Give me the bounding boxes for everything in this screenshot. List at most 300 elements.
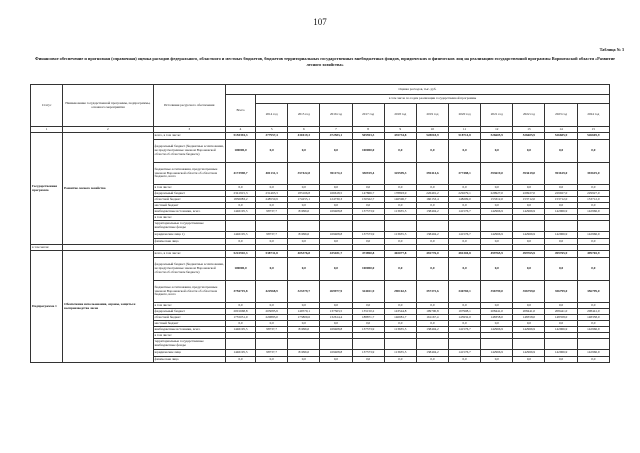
value-cell: 148358,0 (513, 315, 545, 321)
value-cell: 0,0 (449, 258, 481, 281)
value-cell: 377488,1 (449, 163, 481, 185)
value-cell: 153712,0 (545, 197, 577, 203)
value-cell: 0,0 (256, 203, 288, 209)
column-number: 4 (225, 127, 255, 133)
value-cell: 481304,8 (449, 251, 481, 258)
value-cell: 145932,0 (449, 315, 481, 321)
value-cell: 0,0 (513, 239, 545, 245)
value-cell (352, 221, 384, 232)
header-year: 2020 год (449, 104, 481, 127)
value-cell: 161167,4 (416, 315, 448, 321)
value-cell (384, 221, 416, 232)
value-cell: 0,0 (320, 303, 352, 309)
value-cell: 0,0 (288, 321, 320, 327)
value-cell: 197908,1 (449, 309, 481, 315)
value-cell (256, 339, 288, 350)
value-cell (288, 339, 320, 350)
value-cell: 208441,0 (577, 309, 609, 315)
value-cell: 393619,0 (513, 163, 545, 185)
source-label: в том числе: (153, 215, 225, 221)
value-cell (577, 221, 609, 232)
value-cell: 0,0 (449, 140, 481, 163)
in-that-number-label: в том числе: (31, 245, 63, 251)
value-cell: 142966,9 (545, 232, 577, 239)
value-cell: 149570,1 (288, 309, 320, 315)
source-label: в том числе: (153, 333, 225, 339)
column-number: 10 (416, 127, 448, 133)
value-cell: 98737,7 (256, 209, 288, 215)
value-cell: 499765,9 (513, 251, 545, 258)
header-year: 2021 год (481, 104, 513, 127)
value-cell: 0,0 (384, 258, 416, 281)
table-row (31, 251, 610, 258)
source-label: физические лица (153, 239, 225, 245)
value-cell: 0,0 (225, 303, 255, 309)
value-cell: 226491,2 (416, 191, 448, 197)
value-cell: 138404,2 (416, 232, 448, 239)
value-cell: 5222910,3 (225, 251, 255, 258)
value-cell: 98737,7 (256, 327, 288, 333)
value-cell: 208441,0 (513, 309, 545, 315)
value-cell: 422968,9 (256, 281, 288, 303)
value-cell: 0,0 (513, 185, 545, 191)
value-cell: 113635,5 (384, 232, 416, 239)
value-cell: 0,0 (545, 140, 577, 163)
value-cell: 0,0 (577, 239, 609, 245)
value-cell (256, 221, 288, 232)
value-cell: 0,0 (320, 239, 352, 245)
value-cell: 100000,0 (352, 258, 384, 281)
column-number: 9 (384, 127, 416, 133)
value-cell: 178893,9 (384, 191, 416, 197)
value-cell: 0,0 (416, 321, 448, 327)
header-year: 2015 год (288, 104, 320, 127)
value-cell: 0,0 (288, 239, 320, 245)
value-cell: 135150,2 (352, 309, 384, 315)
value-cell (416, 221, 448, 232)
value-cell: 346769,1 (449, 281, 481, 303)
value-cell (545, 339, 577, 350)
value-cell: 0,0 (481, 239, 513, 245)
value-cell: 0,0 (384, 357, 416, 363)
value-cell: 142966,9 (545, 209, 577, 215)
value-cell: 526605,9 (577, 133, 609, 140)
value-cell: 0,0 (384, 303, 416, 309)
value-cell: 0,0 (449, 185, 481, 191)
source-label: территориальные государственные внебюджетные фонды (153, 339, 225, 350)
header-row (31, 85, 610, 95)
value-cell: 357372,6 (416, 281, 448, 303)
source-label: внебюджетные источники, всего (153, 327, 225, 333)
value-cell: 0,0 (545, 303, 577, 309)
value-cell: 0,0 (256, 303, 288, 309)
value-cell: 0,0 (513, 321, 545, 327)
value-cell: 391174,3 (320, 163, 352, 185)
value-cell: 0,0 (288, 203, 320, 209)
value-cell: 137363,5 (320, 309, 352, 315)
finance-table (30, 84, 610, 363)
value-cell: 435181,7 (320, 251, 352, 258)
value-cell: 505593,3 (352, 133, 384, 140)
header-year: 2019 год (416, 104, 448, 127)
header-year: 2018 год (384, 104, 416, 127)
value-cell: 81996,0 (288, 209, 320, 215)
program-status: Государственная программа (31, 133, 63, 245)
value-cell: 0,0 (352, 321, 384, 327)
value-cell: 0,0 (481, 140, 513, 163)
header-year: 2024 год (577, 104, 609, 127)
value-cell: 0,0 (320, 185, 352, 191)
value-cell: 153312,0 (481, 197, 513, 203)
value-cell: 402077,8 (384, 251, 416, 258)
value-cell (481, 339, 513, 350)
value-cell: 393619,0 (577, 163, 609, 185)
value-cell: 0,0 (416, 140, 448, 163)
value-cell: 142966,9 (481, 209, 513, 215)
value-cell: 499765,9 (481, 251, 513, 258)
value-cell: 98737,7 (256, 232, 288, 239)
table-row (31, 133, 610, 140)
value-cell (225, 339, 255, 350)
value-cell: 0,0 (352, 303, 384, 309)
header-status: Статус (31, 85, 63, 127)
source-label: федеральный бюджет (153, 191, 225, 197)
value-cell: 350919,4 (352, 163, 384, 185)
value-cell: 323379,7 (288, 281, 320, 303)
value-cell: 0,0 (481, 185, 513, 191)
value-cell: 393619,0 (481, 163, 513, 185)
value-cell: 0,0 (545, 258, 577, 281)
value-cell: 4173998,7 (225, 163, 255, 185)
value-cell: 113635,5 (384, 209, 416, 215)
value-cell: 141576,7 (449, 209, 481, 215)
value-cell: 183166,8 (288, 191, 320, 197)
value-cell: 100000,0 (225, 258, 255, 281)
value-cell: 142966,9 (513, 232, 545, 239)
value-cell: 169408,8 (320, 209, 352, 215)
value-cell: 0,0 (225, 203, 255, 209)
source-label: внебюджетные источники, всего (153, 209, 225, 215)
value-cell: 248550,9 (256, 197, 288, 203)
value-cell: 142966,9 (481, 350, 513, 357)
value-cell: 220883,0 (256, 315, 288, 321)
column-number: 5 (256, 127, 288, 133)
value-cell: 538731,8 (256, 251, 288, 258)
header-year: 2022 год (513, 104, 545, 127)
page-number: 107 (313, 17, 327, 27)
value-cell: 393619,0 (545, 163, 577, 185)
value-cell: 0,0 (513, 140, 545, 163)
value-cell: 81996,0 (288, 350, 320, 357)
value-cell: 0,0 (449, 239, 481, 245)
value-cell: 0,0 (320, 321, 352, 327)
value-cell (449, 221, 481, 232)
source-label: бюджетные ассигнования, предусмотренные законом Воронежской области об областном бюджете, всего (153, 281, 225, 303)
value-cell: 147866,7 (352, 191, 384, 197)
value-cell: 0,0 (256, 258, 288, 281)
value-cell: 356799,0 (545, 281, 577, 303)
document-title: Финансовое обеспечение и прогнозная (справочная) оценка расходов федерального, областного и местных бюджетов, бюджетов территориальных государственных внебюджетных фондов, юридических и физических лиц на реализацию государственной программы Воронежской области «Развитие лесного хозяйства» (35, 56, 615, 67)
header-estimate: Оценка расходов, тыс. руб. (225, 85, 609, 95)
value-cell: 199700,8 (416, 309, 448, 315)
value-cell: 1830083,2 (225, 197, 255, 203)
source-label: территориальные государственные внебюджетные фонды (153, 221, 225, 232)
value-cell: 526605,9 (513, 133, 545, 140)
value-cell: 146596,7 (384, 197, 416, 203)
value-cell (513, 339, 545, 350)
value-cell: 0,0 (577, 140, 609, 163)
value-cell: 2341915,3 (225, 191, 255, 197)
value-cell: 0,0 (577, 303, 609, 309)
source-label: местный бюджет (153, 321, 225, 327)
value-cell: 148209,0 (449, 197, 481, 203)
value-cell: 499765,9 (545, 251, 577, 258)
value-cell: 0,0 (225, 357, 255, 363)
value-cell: 0,0 (449, 357, 481, 363)
value-cell: 0,0 (481, 203, 513, 209)
value-cell: 0,0 (320, 203, 352, 209)
value-cell (481, 221, 513, 232)
value-cell: 150322,7 (352, 197, 384, 203)
value-cell (384, 339, 416, 350)
value-cell: 0,0 (225, 239, 255, 245)
value-cell: 0,0 (288, 357, 320, 363)
value-cell: 0,0 (384, 185, 416, 191)
value-cell: 0,0 (513, 357, 545, 363)
header-year: 2017 год (352, 104, 384, 127)
value-cell: 0,0 (352, 357, 384, 363)
value-cell: 124730,3 (320, 197, 352, 203)
value-cell: 142966,9 (577, 209, 609, 215)
value-cell: 0,0 (288, 140, 320, 163)
column-number: 3 (153, 127, 225, 133)
source-label: федеральный бюджет (153, 309, 225, 315)
value-cell: 0,0 (225, 185, 255, 191)
value-cell: 356799,0 (577, 281, 609, 303)
value-cell: 113635,5 (384, 350, 416, 357)
column-number: 2 (63, 127, 153, 133)
value-cell (320, 339, 352, 350)
value-cell: 0,0 (449, 303, 481, 309)
value-cell: 0,0 (545, 239, 577, 245)
value-cell: 100000,0 (352, 140, 384, 163)
header-by-year: в том числе по годам реализации государственной программы (256, 95, 610, 104)
value-cell: 0,0 (256, 321, 288, 327)
header-year: 2016 год (320, 104, 352, 127)
value-cell: 0,0 (481, 303, 513, 309)
value-cell: 0,0 (384, 239, 416, 245)
value-cell: 499765,9 (577, 251, 609, 258)
value-cell: 137573,9 (352, 350, 384, 357)
value-cell: 0,0 (513, 203, 545, 209)
value-cell: 0,0 (577, 185, 609, 191)
value-cell: 1446195,5 (225, 232, 255, 239)
value-cell: 0,0 (256, 357, 288, 363)
value-cell: 405376,8 (288, 251, 320, 258)
column-number: 8 (352, 127, 384, 133)
value-cell: 142966,9 (481, 232, 513, 239)
column-number: 6 (288, 127, 320, 133)
value-cell: 229927,0 (513, 191, 545, 197)
source-label: бюджетные ассигнования, предусмотренные законом Воронежской области об областном бюджете, всего (153, 163, 225, 185)
value-cell: 290162,5 (384, 281, 416, 303)
value-cell: 81996,0 (288, 327, 320, 333)
value-cell: 166618,5 (320, 191, 352, 197)
value-cell: 142966,9 (545, 327, 577, 333)
value-cell: 141576,7 (449, 232, 481, 239)
source-label: областной бюджет (153, 315, 225, 321)
value-cell (352, 339, 384, 350)
value-cell: 0,0 (352, 185, 384, 191)
value-cell: 0,0 (256, 239, 288, 245)
value-cell: 100000,0 (225, 140, 255, 163)
value-cell: 0,0 (416, 203, 448, 209)
value-cell: 1446195,5 (225, 327, 255, 333)
subprogram-status: Подпрограмма 1 (31, 251, 63, 363)
value-cell: 142966,9 (577, 327, 609, 333)
value-cell: 0,0 (481, 357, 513, 363)
source-label: юридические лица (153, 350, 225, 357)
column-number: 13 (513, 127, 545, 133)
value-cell: 229927,0 (481, 191, 513, 197)
source-label: физические лица (153, 357, 225, 363)
source-label: всего, в том числе: (153, 133, 225, 140)
value-cell: 142966,9 (577, 350, 609, 357)
value-cell: 1446195,5 (225, 350, 255, 357)
value-cell: 0,0 (545, 357, 577, 363)
column-number: 7 (320, 127, 352, 133)
value-cell: 146981,7 (384, 315, 416, 321)
header-year: 2023 год (545, 104, 577, 127)
value-cell: 173809,6 (288, 315, 320, 321)
value-cell: 132614,4 (320, 315, 352, 321)
value-cell: 0,0 (288, 258, 320, 281)
source-label: всего, в том числе: (153, 251, 225, 258)
value-cell: 142966,9 (577, 232, 609, 239)
value-cell (225, 221, 255, 232)
value-cell: 113635,5 (384, 327, 416, 333)
value-cell: 208441,0 (481, 309, 513, 315)
subprogram-name: Обеспечение использования, охраны, защиты и воспроизводства лесов (63, 251, 153, 363)
value-cell: 0,0 (384, 321, 416, 327)
value-cell: 169408,8 (320, 232, 352, 239)
value-cell: 377957,4 (256, 133, 288, 140)
value-cell: 137573,9 (352, 232, 384, 239)
value-cell: 141576,7 (449, 327, 481, 333)
value-cell: 169408,8 (320, 327, 352, 333)
value-cell: 138404,2 (416, 350, 448, 357)
value-cell: 142966,9 (481, 327, 513, 333)
value-cell: 0,0 (513, 303, 545, 309)
source-label: федеральный бюджет (бюджетные ассигнования, не предусмотренные законом Воронежской области об областном бюджете) (153, 140, 225, 163)
value-cell: 0,0 (481, 321, 513, 327)
value-cell: 0,0 (481, 258, 513, 281)
value-cell: 0,0 (225, 321, 255, 327)
value-cell: 174255,1 (288, 197, 320, 203)
value-cell: 0,0 (416, 258, 448, 281)
value-cell: 0,0 (320, 258, 352, 281)
column-number: 11 (449, 127, 481, 133)
header-name: Наименование государственной программы, подпрограммы, основного мероприятия (63, 85, 153, 127)
value-cell: 148358,0 (577, 315, 609, 321)
value-cell: 142966,9 (545, 350, 577, 357)
source-label: федеральный бюджет (бюджетные ассигнования, не предусмотренные законом Воронежской области об областном бюджете) (153, 258, 225, 281)
column-number: 15 (577, 127, 609, 133)
value-cell: 148358,0 (545, 315, 577, 321)
value-cell: 359414,6 (416, 163, 448, 185)
value-cell: 143544,8 (384, 309, 416, 315)
value-cell: 0,0 (577, 258, 609, 281)
value-cell: 98737,7 (256, 350, 288, 357)
value-cell: 229927,0 (577, 191, 609, 197)
value-cell: 142966,9 (513, 327, 545, 333)
value-cell: 481131,3 (256, 163, 288, 185)
value-cell: 0,0 (288, 185, 320, 191)
source-label: областной бюджет (153, 197, 225, 203)
source-label: юридические лица 1) (153, 232, 225, 239)
value-cell (320, 221, 352, 232)
source-label: в том числе: (153, 303, 225, 309)
value-cell: 528018,9 (416, 133, 448, 140)
value-cell: 0,0 (545, 185, 577, 191)
source-label: местный бюджет (153, 203, 225, 209)
value-cell: 142966,9 (513, 350, 545, 357)
value-cell: 153712,0 (577, 197, 609, 203)
value-cell: 141576,7 (449, 350, 481, 357)
value-cell: 203085,9 (256, 309, 288, 315)
value-cell: 357422,8 (288, 163, 320, 185)
value-cell: 324021,9 (352, 281, 384, 303)
column-number: 14 (545, 127, 577, 133)
column-number: 1 (31, 127, 63, 133)
value-cell: 0,0 (545, 321, 577, 327)
value-cell (577, 339, 609, 350)
value-cell: 1755051,0 (225, 315, 255, 321)
value-cell: 0,0 (416, 303, 448, 309)
value-cell: 0,0 (513, 258, 545, 281)
value-cell (416, 339, 448, 350)
value-cell: 138404,2 (416, 209, 448, 215)
header-total: Всего (225, 95, 255, 127)
table-label: Таблица № 3 (599, 47, 624, 52)
value-cell: 0,0 (288, 303, 320, 309)
value-cell: 0,0 (416, 357, 448, 363)
value-cell: 356799,0 (481, 281, 513, 303)
value-cell: 269977,9 (320, 281, 352, 303)
value-cell: 1446195,5 (225, 209, 255, 215)
value-cell: 2001668,8 (225, 309, 255, 315)
value-cell: 526605,9 (545, 133, 577, 140)
source-label: в том числе: (153, 185, 225, 191)
value-cell: 473890,8 (352, 251, 384, 258)
column-number: 12 (481, 127, 513, 133)
value-cell: 3756719,8 (225, 281, 255, 303)
value-cell: 0,0 (416, 239, 448, 245)
value-cell (545, 221, 577, 232)
value-cell: 0,0 (256, 140, 288, 163)
value-cell: 229279,1 (449, 191, 481, 197)
value-cell: 160153,4 (416, 197, 448, 203)
value-cell: 0,0 (449, 203, 481, 209)
header-sources: Источники ресурсного обеспечения (153, 85, 225, 127)
program-name: Развитие лесного хозяйства (63, 133, 153, 245)
value-cell: 0,0 (320, 140, 352, 163)
value-cell: 148358,0 (481, 315, 513, 321)
value-cell: 0,0 (384, 140, 416, 163)
value-cell: 208441,0 (545, 309, 577, 315)
header-year: 2014 год (256, 104, 288, 127)
value-cell: 0,0 (352, 203, 384, 209)
